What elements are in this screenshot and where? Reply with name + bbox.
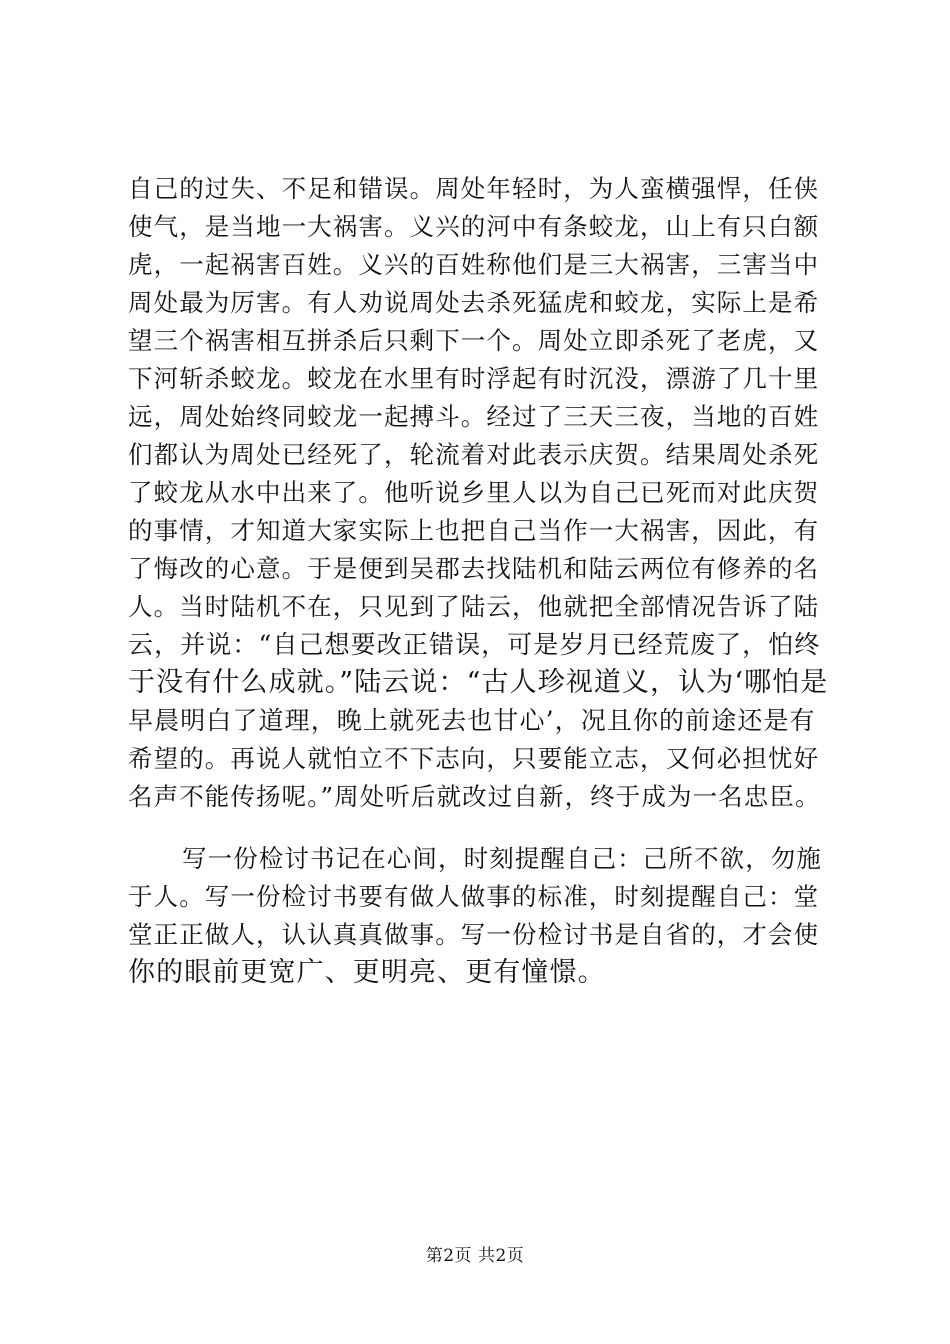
text-line: 虎，一起祸害百姓。义兴的百姓称他们是三大祸害，三害当中 [128, 250, 820, 279]
text-line: 的事情，才知道大家实际上也把自己当作一大祸害，因此，有 [128, 516, 820, 545]
text-line: 了悔改的心意。于是便到吴郡去找陆机和陆云两位有修养的名 [128, 554, 820, 583]
text-line: 望三个祸害相互拼杀后只剩下一个。周处立即杀死了老虎，又 [128, 326, 820, 355]
text-line: 希望的。再说人就怕立不下志向，只要能立志，又何必担忧好 [128, 744, 820, 773]
text-line: 于没有什么成就。”陆云说：“古人珍视道义，认为‘哪怕是 [128, 667, 829, 698]
text-line: 堂正正做人，认认真真做事。写一份检讨书是自省的，才会使 [128, 920, 820, 949]
text-line: 名声不能传扬呢。”周处听后就改过自新，终于成为一名忠臣。 [128, 782, 821, 811]
text-line: 周处最为厉害。有人劝说周处去杀死猛虎和蛟龙，实际上是希 [128, 288, 820, 317]
text-line: 云，并说：“自己想要改正错误，可是岁月已经荒废了，怕终 [128, 630, 821, 659]
text-line: 自己的过失、不足和错误。周处年轻时，为人蛮横强悍，任侠 [128, 174, 820, 203]
text-line: 了蛟龙从水中出来了。他听说乡里人以为自己已死而对此庆贺 [128, 478, 820, 507]
text-line: 使气，是当地一大祸害。义兴的河中有条蛟龙，山上有只白额 [128, 212, 820, 241]
page-number-footer: 第2页 共2页 [425, 1246, 525, 1266]
text-line: 早晨明白了道理，晚上就死去也甘心’，况且你的前途还是有 [128, 706, 816, 735]
text-line: 于人。写一份检讨书要有做人做事的标准，时刻提醒自己：堂 [128, 882, 820, 911]
text-line: 写一份检讨书记在心间，时刻提醒自己：己所不欲，勿施 [182, 844, 822, 873]
text-line: 远，周处始终同蛟龙一起搏斗。经过了三天三夜，当地的百姓 [128, 402, 820, 431]
text-line: 下河斩杀蛟龙。蛟龙在水里有时浮起有时沉没，漂游了几十里 [128, 364, 820, 393]
text-line: 们都认为周处已经死了，轮流着对此表示庆贺。结果周处杀死 [128, 440, 820, 469]
text-line: 你的眼前更宽广、更明亮、更有憧憬。 [128, 957, 606, 988]
text-line: 人。当时陆机不在，只见到了陆云，他就把全部情况告诉了陆 [128, 592, 820, 621]
